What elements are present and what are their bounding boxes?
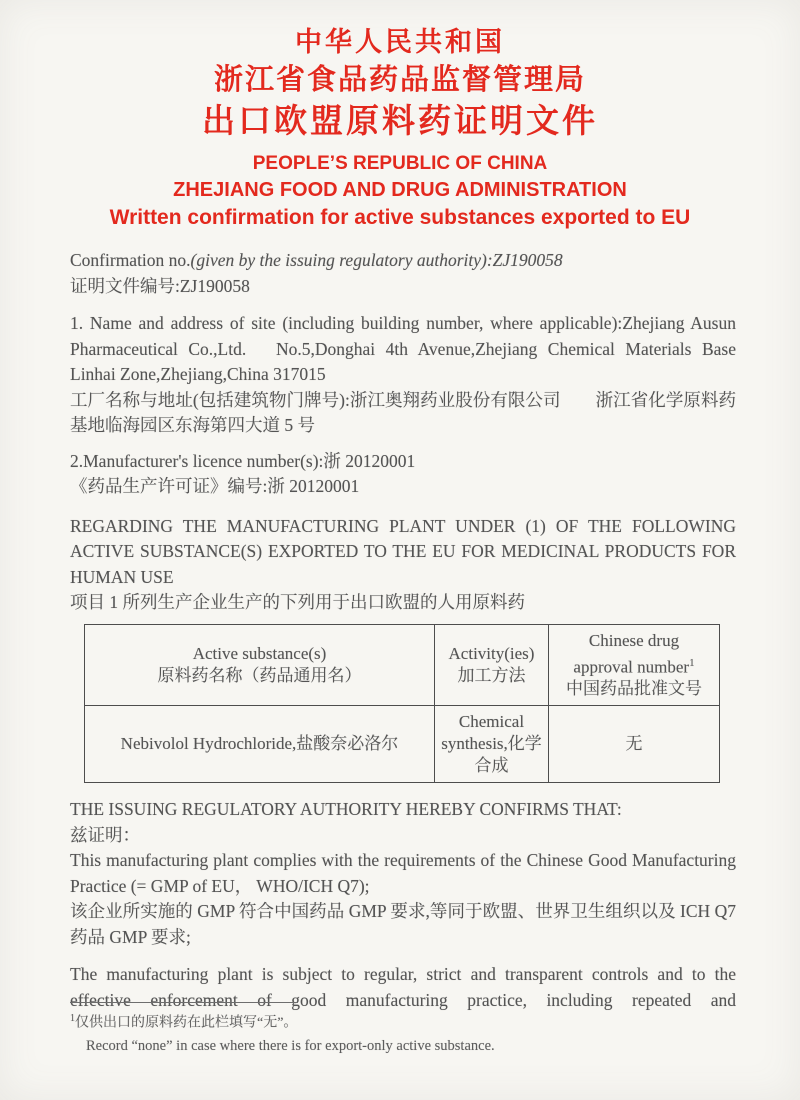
regarding-text-en: REGARDING THE MANUFACTURING PLANT UNDER (1) OF THE FOLLOWING ACTIVE SUBSTANCE(S) EXPORTED TO THE EU FOR MEDICINAL PRODUCTS FOR HUMAN USE bbox=[70, 515, 736, 587]
column-header-activity bbox=[435, 624, 549, 706]
controls-paragraph-en: The manufacturing plant is subject to regular, strict and transparent controls and to the effective enforcement of good manufacturing practice, including repeated and bbox=[70, 964, 736, 1010]
section1-site-name-address bbox=[70, 311, 736, 439]
section2-licence-number bbox=[70, 449, 736, 500]
confirmation-number-line-en bbox=[70, 248, 736, 274]
regarding-text-cn: 项目 1 所列生产企业生产的下列用于出口欧盟的人用原料药 bbox=[70, 592, 525, 612]
column-header-approval-number bbox=[549, 624, 720, 706]
regarding-statement bbox=[70, 514, 736, 616]
table-header-row bbox=[85, 624, 720, 706]
header-authority-cn: 浙江省食品药品监督管理局 bbox=[213, 64, 586, 96]
col2-header-cn: 加工方法 bbox=[457, 665, 526, 685]
footnote-superscript: 1 bbox=[70, 1013, 75, 1024]
footnote-divider bbox=[70, 1002, 298, 1003]
cell-activity: Chemical synthesis,化学合成 bbox=[435, 706, 549, 783]
cell-approval: 无 bbox=[549, 706, 720, 783]
footnote-line-en: Record “none” in case where there is for export-only active substance. bbox=[86, 1037, 495, 1054]
footnote-line-cn: $^1$仅供出口的原料药在此栏填写“无”。 bbox=[70, 1013, 298, 1031]
section1-text-en: 1. Name and address of site (including building number, where applicable):Zhejiang Ausun Pharmaceutical Co.,Ltd. No.5,Donghai 4th Avenue,Zhejiang Chemical Materials Base Linhai Zone,Zhejiang,China 317015 bbox=[70, 313, 736, 384]
gmp-compliance-en: This manufacturing plant complies with the requirements of the Chinese Good Manufacturing Practice (= GMP of EU， WHO/ICH Q7); bbox=[70, 850, 736, 896]
section2-text-en: 2.Manufacturer's licence number(s):浙 20120001 bbox=[70, 450, 416, 471]
header-country-cn: 中华人民共和国 bbox=[295, 27, 505, 57]
cell-substance: Nebivolol Hydrochloride,盐酸奈必洛尔 bbox=[85, 706, 435, 783]
header-doc-title-cn: 出口欧盟原料药证明文件 bbox=[202, 104, 598, 140]
header-doc-title-en: Written confirmation for active substances exported to EU bbox=[109, 206, 691, 229]
gmp-compliance-cn: 该企业所实施的 GMP 符合中国药品 GMP 要求,等同于欧盟、世界卫生组织以及 ICH Q7 药品 GMP 要求; bbox=[70, 901, 736, 947]
col2-header-en: Activity(ies) bbox=[448, 643, 535, 663]
footnote-block bbox=[70, 1002, 736, 1058]
column-header-active-substance bbox=[85, 624, 435, 706]
footnote-marker: 1 bbox=[689, 656, 695, 669]
col3-header-en-line2: approval number$^1$ bbox=[573, 656, 695, 677]
confirmation-no-value: (given by the issuing regulatory authority):ZJ190058 bbox=[190, 250, 563, 270]
confirmation-number-line-cn: 证明文件编号:ZJ190058 bbox=[70, 275, 250, 296]
col3-header-en-line1: Chinese drug bbox=[588, 630, 680, 650]
col3-header-cn: 中国药品批准文号 bbox=[566, 679, 702, 699]
confirms-heading-cn: 兹证明： bbox=[70, 824, 140, 845]
col1-header-en: Active substance(s) bbox=[192, 643, 327, 663]
header-authority-en: ZHEJIANG FOOD AND DRUG ADMINISTRATION bbox=[173, 179, 627, 201]
document-header bbox=[0, 0, 800, 232]
section1-text-cn: 工厂名称与地址(包括建筑物门牌号):浙江奥翔药业股份有限公司 浙江省化学原料药基地临海园区东海第四大道 5 号 bbox=[70, 389, 736, 435]
document-body bbox=[70, 248, 736, 1013]
section2-text-cn: 《药品生产许可证》编号:浙 20120001 bbox=[70, 476, 360, 496]
table-row bbox=[85, 706, 720, 783]
header-country-en: PEOPLE’S REPUBLIC OF CHINA bbox=[252, 153, 548, 174]
active-substance-table bbox=[84, 624, 720, 784]
confirmation-number-block bbox=[70, 248, 736, 299]
confirmation-no-label: Confirmation no. bbox=[70, 250, 191, 270]
confirms-heading-block bbox=[70, 797, 736, 950]
col1-header-cn: 原料药名称（药品通用名） bbox=[157, 665, 362, 685]
confirms-heading-en: THE ISSUING REGULATORY AUTHORITY HEREBY CONFIRMS THAT: bbox=[70, 799, 622, 820]
